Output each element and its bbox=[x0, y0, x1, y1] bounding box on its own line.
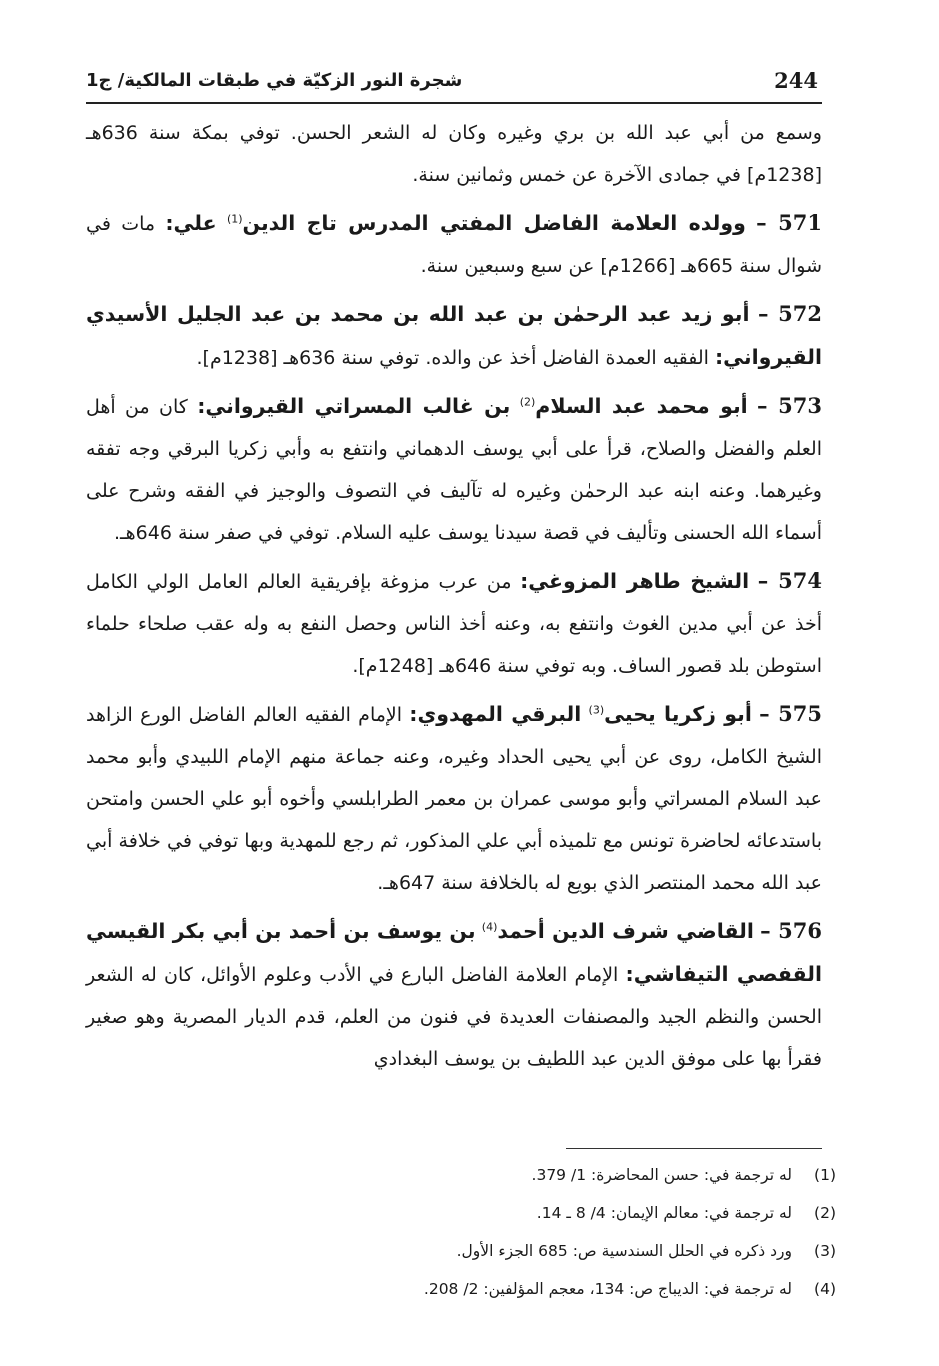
entry-name: القاضي شرف الدين أحمد bbox=[497, 919, 754, 943]
footnote-ref: (3) bbox=[588, 703, 605, 717]
footnote-ref: (4) bbox=[481, 920, 498, 934]
footnote bbox=[86, 1232, 836, 1270]
footnote-ref: (2) bbox=[519, 395, 536, 409]
entry-name-cont: بن غالب المسراتي القيرواني: bbox=[197, 394, 511, 418]
entry-number: 573 – bbox=[757, 393, 822, 418]
entry-name: أبو زكريا يحيى bbox=[604, 702, 752, 726]
entry-number: 576 – bbox=[760, 918, 822, 943]
footnote-divider bbox=[566, 1148, 822, 1149]
page-header bbox=[86, 62, 822, 104]
page-number: 244 bbox=[774, 68, 818, 93]
entry-number: 575 – bbox=[759, 701, 823, 726]
entry-575 bbox=[86, 693, 822, 904]
running-title: شجرة النور الزكيّة في طبقات المالكية/ ج1 bbox=[86, 70, 463, 91]
footnote-text: ورد ذكره في الحلل السندسية ص: 685 الجزء الأول. bbox=[456, 1242, 792, 1260]
footnote-number: (2) bbox=[814, 1204, 836, 1222]
footnote-text: له ترجمة في: الديباج ص: 134، معجم المؤلفين: 2/ 208. bbox=[423, 1280, 792, 1298]
entry-number: 572 – bbox=[757, 301, 823, 326]
entry-571 bbox=[86, 202, 822, 287]
entry-574 bbox=[86, 560, 822, 687]
footnotes bbox=[86, 1156, 836, 1308]
entry-text: مات في شوال سنة 665هـ [1266م] عن سبع وسبعين سنة. bbox=[86, 213, 822, 277]
entry-name-cont: البرقي المهدوي: bbox=[409, 702, 582, 726]
footnote-number: (1) bbox=[814, 1166, 836, 1184]
footnote-text: له ترجمة في: معالم الإيمان: 4/ 8 ـ 14. bbox=[536, 1204, 792, 1222]
footnote-number: (4) bbox=[814, 1280, 836, 1298]
entry-572 bbox=[86, 293, 822, 379]
entry-number: 574 – bbox=[757, 568, 822, 593]
entry-name: أبو زيد عبد الرحمٰن بن عبد الله بن محمد بن عبد الجليل الأسيدي القيرواني: bbox=[86, 302, 822, 369]
footnote bbox=[86, 1156, 836, 1194]
entry-text: الإمام الفقيه العالم الفاضل الورع الزاهد الشيخ الكامل، روى عن أبي يحيى الحداد وغيره، وعنه جماعة منهم الإمام اللبيدي وأبو محمد عبد السلام المسراتي وأبو موسى عمران بن معمر الطرابلسي وأخوه أبو علي الحسن وامتحن باستدعائه لحاضرة تونس مع تلميذه أبي علي المذكور، ثم رجع للمهدية وبها توفي في خلافة أبي عبد الله محمد المنتصر الذي بويع له بالخلافة سنة 647هـ. bbox=[86, 704, 822, 894]
entry-text: كان من أهل العلم والفضل والصلاح، قرأ على أبي يوسف الدهماني وانتفع به وأبي زكريا البرقي وجه تفقه وغيرهما. وعنه ابنه عبد الرحمٰن وغيره له تآليف في التصوف والوجيز في الفقه وشرح على أسماء الله الحسنى وتأليف في قصة سيدنا يوسف عليه السلام. توفي في صفر سنة 646هـ. bbox=[86, 396, 822, 544]
entry-number: 571 – bbox=[756, 210, 822, 235]
footnote bbox=[86, 1270, 836, 1308]
entry-name: أبو محمد عبد السلام bbox=[535, 394, 748, 418]
entry-text: الإمام العلامة الفاضل البارع في الأدب وعلوم الأوائل، كان له الشعر الحسن والنظم الجيد والمصنفات العديدة في فنون من العلم، قدم الديار المصرية وهو صغير فقرأ بها على موفق الدين عبد اللطيف بن يوسف البغدادي bbox=[86, 964, 822, 1070]
footnote-number: (3) bbox=[814, 1242, 836, 1260]
footnote-text: له ترجمة في: حسن المحاضرة: 1/ 379. bbox=[531, 1166, 792, 1184]
entry-name-cont: بن يوسف بن أحمد بن أبي بكر القيسي القفصي التيفاشي: bbox=[86, 919, 823, 986]
entry-name: وولده العلامة الفاضل المفتي المدرس تاج الدين bbox=[242, 211, 746, 235]
entry-text: من عرب مزوغة بإفريقية العالم العامل الولي الكامل أخذ عن أبي مدين الغوث وانتفع به، وعنه أخذ الناس وحصل النفع به وله عقب صلحاء حلماء استوطن بلد قصور الساف. وبه توفي سنة 646هـ [1248م]. bbox=[86, 571, 822, 677]
page-body bbox=[86, 112, 822, 1086]
footnote-ref: (1) bbox=[226, 212, 243, 226]
entry-name: الشيخ طاهر المزوغي: bbox=[520, 569, 750, 593]
footnote bbox=[86, 1194, 836, 1232]
entry-576 bbox=[86, 910, 822, 1080]
entry-573 bbox=[86, 385, 822, 554]
entry-text: الفقيه العمدة الفاضل أخذ عن والده. توفي سنة 636هـ [1238م]. bbox=[196, 347, 709, 369]
continuation-paragraph: وسمع من أبي عبد الله بن بري وغيره وكان له الشعر الحسن. توفي بمكة سنة 636هـ [1238م] في جمادى الآخرة عن خمس وثمانين سنة. bbox=[86, 122, 822, 186]
entry-name-cont: علي: bbox=[165, 211, 217, 235]
